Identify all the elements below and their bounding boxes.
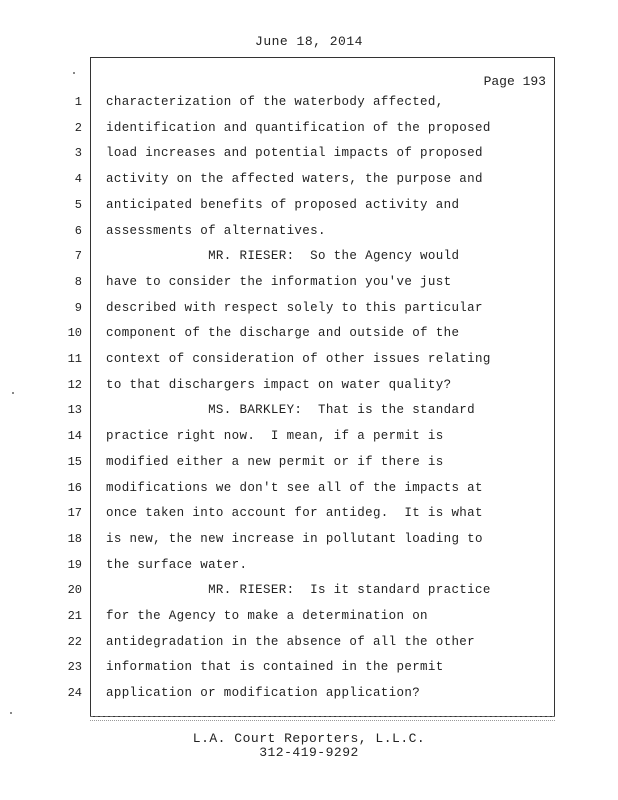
line-number: 7 <box>74 249 82 264</box>
line-text: anticipated benefits of proposed activity and <box>106 197 460 212</box>
line-number: 2 <box>74 120 82 135</box>
line-text: practice right now. I mean, if a permit is <box>106 429 444 444</box>
scan-speck <box>10 712 12 714</box>
line-number: 10 <box>67 326 82 341</box>
frame-bottom-rule <box>90 716 555 721</box>
line-text: have to consider the information you've just <box>106 274 452 289</box>
line-number: 15 <box>67 454 82 469</box>
line-number: 21 <box>67 609 82 623</box>
line-text: application or modification application? <box>106 686 421 701</box>
line-text: load increases and potential impacts of proposed <box>106 146 483 161</box>
line-number: 8 <box>74 274 82 289</box>
line-number: 13 <box>67 403 82 418</box>
line-number: 16 <box>67 480 82 495</box>
line-text: for the Agency to make a determination on <box>106 609 428 623</box>
line-text: modified either a new permit or if there is <box>106 454 444 469</box>
line-number: 23 <box>67 660 82 675</box>
line-text: context of consideration of other issues relating <box>106 352 491 366</box>
line-number: 3 <box>74 146 82 161</box>
line-text: modifications we don't see all of the impacts at <box>106 480 483 495</box>
line-text: activity on the affected waters, the purpose and <box>106 172 483 187</box>
scan-speck <box>73 72 75 74</box>
line-text: MR. RIESER: Is it standard practice <box>106 583 491 598</box>
line-text: to that dischargers impact on water quality? <box>106 377 452 392</box>
line-text: information that is contained in the permit <box>106 660 444 675</box>
line-text: is new, the new increase in pollutant loading to <box>106 531 483 546</box>
line-number: 6 <box>74 223 82 238</box>
line-number: 17 <box>67 506 82 521</box>
line-text: MS. BARKLEY: That is the standard <box>106 403 476 418</box>
court-reporter-firm: L.A. Court Reporters, L.L.C. <box>192 731 426 746</box>
line-number: 5 <box>74 197 82 212</box>
court-reporter-phone: 312-419-9292 <box>259 745 359 760</box>
transcript-date: June 18, 2014 <box>255 34 363 49</box>
line-number: 18 <box>67 531 82 546</box>
page-number: Page 193 <box>483 74 546 89</box>
line-number: 24 <box>67 686 82 701</box>
line-number: 20 <box>67 583 82 598</box>
line-number: 12 <box>67 377 82 392</box>
line-text: described with respect solely to this particular <box>106 300 483 315</box>
line-number: 1 <box>74 95 82 109</box>
line-number: 14 <box>67 429 82 444</box>
line-text: assessments of alternatives. <box>106 223 326 238</box>
line-number: 9 <box>74 300 82 315</box>
line-number: 19 <box>67 557 82 572</box>
line-text: component of the discharge and outside of the <box>106 326 460 341</box>
scan-speck <box>12 392 14 394</box>
line-text: identification and quantification of the proposed <box>106 120 491 135</box>
line-text: the surface water. <box>106 557 248 572</box>
line-text: once taken into account for antideg. It is what <box>106 506 483 521</box>
line-text: antidegradation in the absence of all the other <box>106 634 476 649</box>
line-number: 11 <box>67 352 82 366</box>
line-number: 4 <box>74 172 82 187</box>
line-text: characterization of the waterbody affected, <box>106 95 444 109</box>
line-text: MR. RIESER: So the Agency would <box>106 249 460 264</box>
line-number: 22 <box>67 634 82 649</box>
